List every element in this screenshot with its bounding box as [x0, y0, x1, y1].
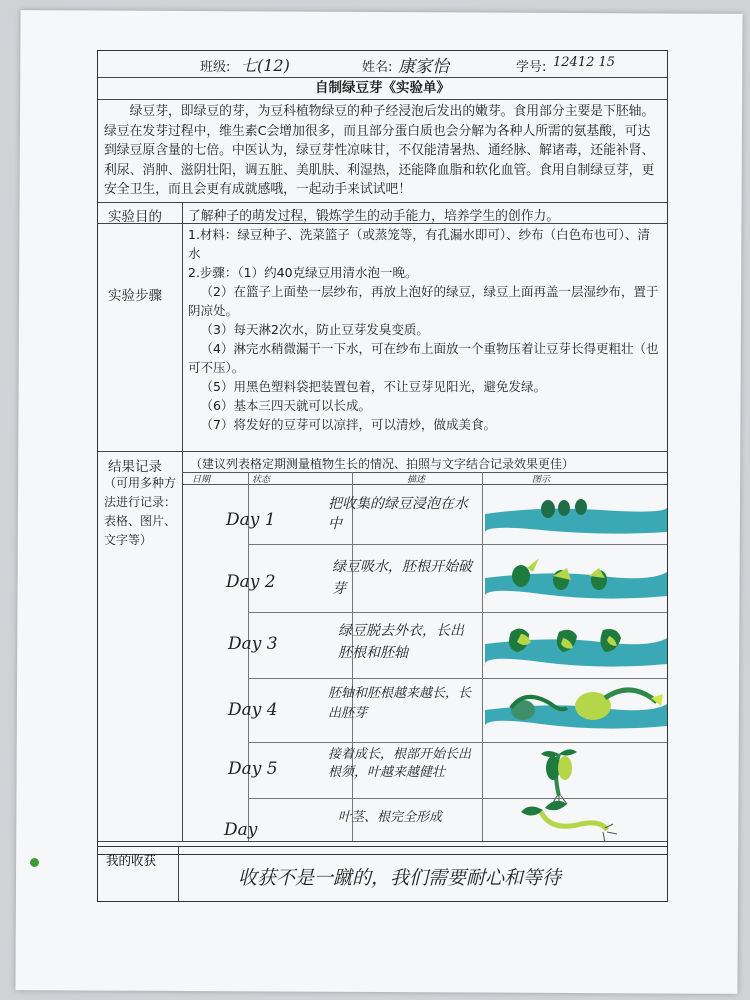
harvest-section [97, 846, 668, 902]
name-value: 康家怡 [398, 57, 449, 77]
page-title: 自制绿豆芽《实验单》 [315, 80, 450, 96]
col-header-date: 日期 [192, 475, 211, 485]
growth-description: 接着成长，根部开始长出根须，叶越来越健壮 [328, 747, 472, 780]
step-3: （3）每天淋2次水，防止豆芽发臭变质。 [200, 322, 429, 337]
day1-drawing [485, 499, 667, 534]
day5-drawing [541, 749, 577, 808]
step-materials: 1.材料：绿豆种子、洗菜篮子（或蒸笼等，有孔漏水即可）、纱布（白色布也可）、清水 [188, 227, 650, 261]
day3-drawing [485, 628, 667, 666]
results-label: 结果记录 [108, 459, 162, 475]
name-label: 姓名: [362, 60, 393, 75]
day-label: Day [224, 820, 258, 840]
purpose-label: 实验目的 [108, 209, 162, 225]
green-dot [30, 858, 39, 867]
purpose-row [98, 203, 667, 224]
harvest-label: 我的收获 [106, 853, 157, 868]
day-label: Day 3 [228, 634, 278, 654]
step-6: （6）基本三四天就可以长成。 [200, 398, 371, 413]
growth-illustrations [481, 472, 669, 842]
col-header-description: 描述 [407, 475, 426, 485]
growth-description: 绿豆脱去外衣，长出胚根和胚轴 [338, 623, 464, 661]
experiment-worksheet [97, 50, 668, 855]
day6-drawing [521, 801, 617, 842]
step-7: （7）将发好的豆芽可以凉拌，可以清炒，做成美食。 [200, 417, 496, 432]
day-label: Day 4 [228, 700, 278, 720]
results-sub-label: （可用多种方法进行记录：表格、图片、文字等） [104, 476, 177, 547]
title-row [98, 78, 667, 100]
day-label: Day 2 [226, 572, 276, 592]
step-5: （5）用黑色塑料袋把装置包着，不让豆芽见阳光，避免发绿。 [200, 379, 546, 394]
results-hint: （建议列表格定期测量植物生长的情况、拍照与文字结合记录效果更佳） [190, 457, 575, 471]
col-header-status: 状态 [252, 475, 271, 485]
growth-description: 叶茎、根完全形成 [338, 810, 443, 825]
header-row [98, 51, 667, 78]
class-label: 班级: [200, 60, 231, 75]
steps-row [98, 224, 667, 452]
day-label: Day 1 [226, 510, 276, 530]
intro-row [98, 100, 667, 203]
growth-description: 胚轴和胚根越来越长，长出胚芽 [328, 686, 472, 721]
steps-list [188, 225, 659, 434]
purpose-text: 了解种子的萌发过程，锻炼学生的动手能力，培养学生的创作力。 [188, 209, 560, 224]
day2-drawing [485, 558, 667, 599]
steps-label: 实验步骤 [108, 288, 162, 304]
day4-drawing [485, 690, 667, 729]
harvest-text: 收获不是一蹴的，我们需要耐心和等待 [238, 867, 562, 889]
id-value: 12412 15 [553, 55, 616, 70]
day-label: Day 5 [228, 759, 278, 779]
intro-text: 绿豆芽，即绿豆的芽，为豆科植物绿豆的种子经浸泡后发出的嫩芽。食用部分主要是下胚轴。绿豆在发芽过程中，维生素C会增加很多，而且部分蛋白质也会分解为各种人所需的氨基酸，可达到绿豆原含量的七倍。中医认为，绿豆芽性凉味甘，不仅能清暑热、通经脉、解诸毒，还能补肾、利尿、消肿、滋阴壮阳，调五脏、美肌肤、利湿热，还能降血脂和软化血管。食用自制绿豆芽，更安全卫生，而且会更有成就感哦，一起动手来试试吧！ [104, 104, 655, 197]
step-4: （4）淋完水稍微漏干一下水，可在纱布上面放一个重物压着让豆芽长得更粗壮（也可不压）。 [188, 341, 659, 375]
col-header-illustration: 图示 [532, 475, 551, 485]
class-value: 七(12) [241, 56, 290, 75]
growth-description: 绿豆吸水，胚根开始破芽 [332, 559, 472, 597]
id-label: 学号: [516, 60, 547, 75]
results-row [98, 452, 667, 842]
step-2: （2）在篮子上面垫一层纱布，再放上泡好的绿豆，绿豆上面再盖一层湿纱布，置于阴凉处。 [188, 284, 659, 318]
step-1: 2.步骤：（1）约40克绿豆用清水泡一晚。 [188, 265, 418, 280]
growth-description: 把收集的绿豆浸泡在水中 [328, 496, 468, 532]
